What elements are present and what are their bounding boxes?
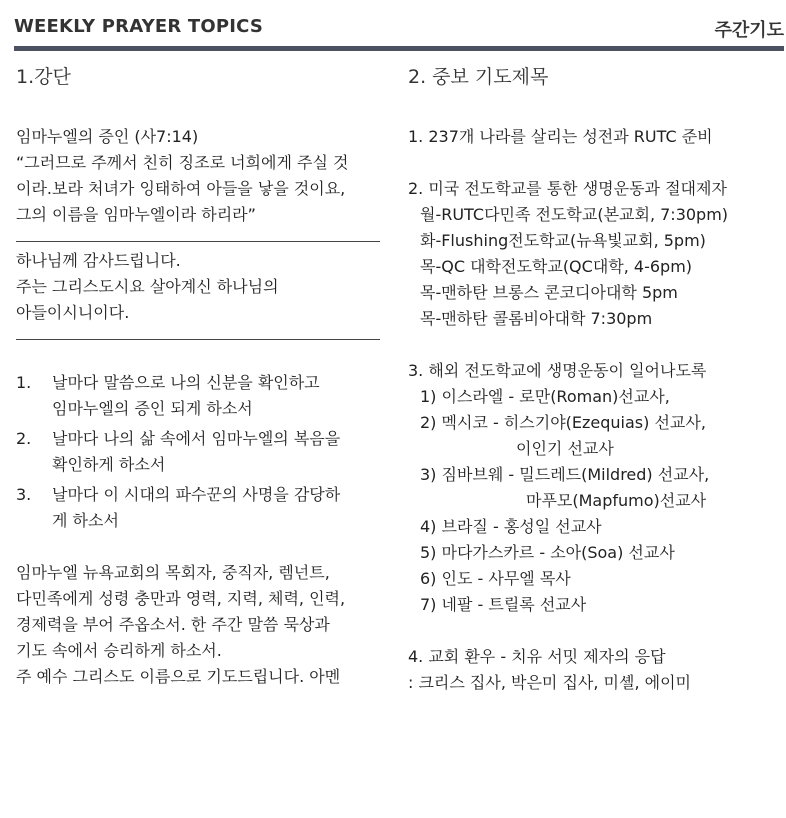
- prayer-item-number: 2.: [16, 429, 32, 448]
- prayer-item: [16, 370, 384, 422]
- schedule-line: 월-RUTC다민족 전도학교(본교회, 7:30pm): [420, 205, 729, 224]
- closing-line: 주 예수 그리스도 이름으로 기도드립니다. 아멘: [16, 667, 341, 686]
- missionary-line: 이인기 선교사: [516, 439, 614, 458]
- prayer-item-line: 날마다 나의 삶 속에서 임마누엘의 복음을: [52, 429, 341, 448]
- intercession-item-4-title: 4. 교회 환우 - 치유 서밋 제자의 응답: [408, 647, 666, 666]
- header-title-ko: 주간기도: [714, 20, 784, 41]
- missionary-line: 2) 멕시코 - 히스기야(Ezequias) 선교사,: [420, 413, 706, 432]
- verse-reference: 임마누엘의 증인 (사7:14): [16, 127, 199, 146]
- schedule-line: 화-Flushing전도학교(뉴욕빛교회, 5pm): [420, 231, 706, 250]
- closing-line: 기도 속에서 승리하게 하소서.: [16, 641, 222, 660]
- prayer-item-line: 게 하소서: [52, 511, 119, 530]
- prayer-item-line: 날마다 말씀으로 나의 신분을 확인하고: [52, 373, 320, 392]
- intercession-item-1: 1. 237개 나라를 살리는 성전과 RUTC 준비: [408, 127, 713, 146]
- prayer-item-line: 날마다 이 시대의 파수꾼의 사명을 감당하: [52, 485, 341, 504]
- prayer-item: [16, 482, 384, 534]
- verse-line: “그러므로 주께서 친히 징조로 너희에게 주실 것: [16, 153, 349, 172]
- closing-line: 경제력을 부어 주옵소서. 한 주간 말씀 묵상과: [16, 615, 330, 634]
- verse-line: 이라.보라 처녀가 잉태하여 아들을 낳을 것이요,: [16, 179, 346, 198]
- patient-list: : 크리스 집사, 박은미 집사, 미셸, 에이미: [408, 673, 692, 692]
- schedule-line: 목-맨하탄 콜롬비아대학 7:30pm: [420, 309, 653, 328]
- missionary-line: 5) 마다가스카르 - 소아(Soa) 선교사: [420, 543, 675, 562]
- prayer-item-number: 1.: [16, 373, 32, 392]
- right-column: [408, 62, 778, 696]
- missionary-line: 마푸모(Mapfumo)선교사: [526, 491, 707, 510]
- schedule-line: 목-QC 대학전도학교(QC대학, 4-6pm): [420, 257, 693, 276]
- header-rule: [14, 46, 784, 51]
- intercession-item-3-title: 3. 해외 전도학교에 생명운동이 일어나도록: [408, 361, 707, 380]
- thanks-line: 아들이시니이다.: [16, 303, 130, 322]
- prayer-item-number: 3.: [16, 485, 32, 504]
- intercession-item-2-title: 2. 미국 전도학교를 통한 생명운동과 절대제자: [408, 179, 727, 198]
- closing-line: 다민족에게 성령 충만과 영력, 지력, 체력, 인력,: [16, 589, 346, 608]
- missionary-line: 7) 네팔 - 트릴록 선교사: [420, 595, 587, 614]
- section-title-intercession: 2. 중보 기도제목: [408, 66, 549, 88]
- header-title-en: WEEKLY PRAYER TOPICS: [14, 16, 264, 37]
- thanks-line: 주는 그리스도시요 살아계신 하나님의: [16, 277, 279, 296]
- thanks-line: 하나님께 감사드립니다.: [16, 251, 181, 270]
- missionary-line: 4) 브라질 - 홍성일 선교사: [420, 517, 602, 536]
- schedule-line: 목-맨하탄 브롱스 콘코디아대학 5pm: [420, 283, 678, 302]
- verse-line: 그의 이름을 임마누엘이라 하리라”: [16, 205, 256, 224]
- prayer-item-line: 임마누엘의 증인 되게 하소서: [52, 399, 253, 418]
- closing-line: 임마누엘 뉴욕교회의 목회자, 중직자, 렘넌트,: [16, 563, 330, 582]
- prayer-item: [16, 426, 384, 478]
- left-column: [16, 62, 384, 690]
- missionary-line: 3) 짐바브웨 - 밀드레드(Mildred) 선교사,: [420, 465, 710, 484]
- page-header: [14, 14, 784, 40]
- section-title-pulpit: 1.강단: [16, 66, 71, 88]
- missionary-line: 1) 이스라엘 - 로만(Roman)선교사,: [420, 387, 670, 406]
- missionary-line: 6) 인도 - 사무엘 목사: [420, 569, 571, 588]
- prayer-item-line: 확인하게 하소서: [52, 455, 166, 474]
